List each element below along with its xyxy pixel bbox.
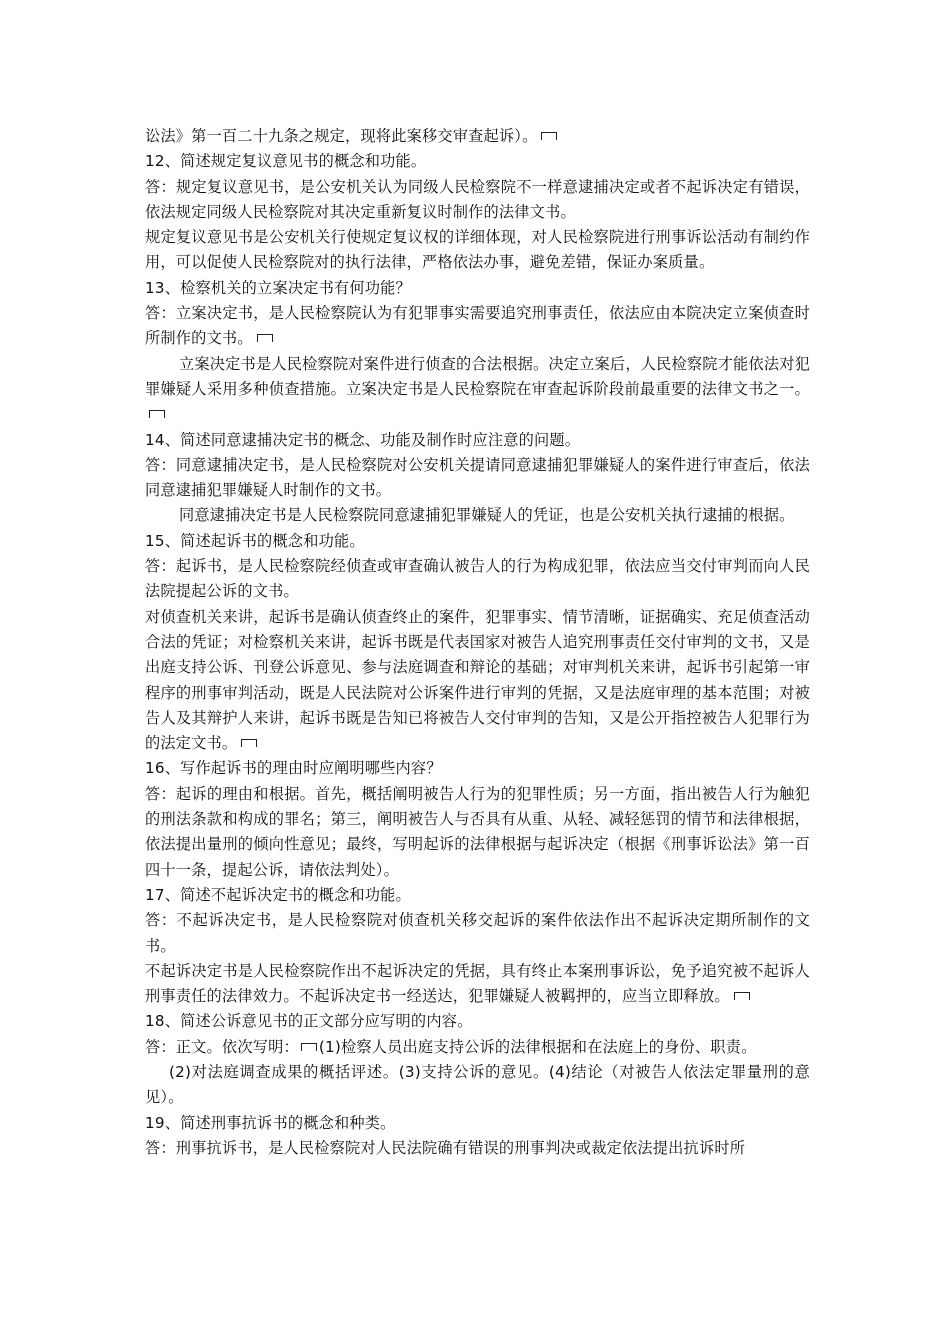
- answer-paragraph: [145, 605, 810, 757]
- answer-text: 答：起诉的理由和根据。首先，概括阐明被告人行为的犯罪性质；另一方面，指出被告人行为触犯的刑法条款和构成的罪名；第三，阐明被告人与否具有从重、从轻、减轻惩罚的情节和法律根据，依法提出量刑的倾向性意见；最终，写明起诉的法律根据与起诉决定（根据《刑事诉讼法》第一百四十一条，提起公诉，请依法判处）。: [145, 784, 810, 879]
- question-text: 19、简述刑事抗诉书的概念和种类。: [145, 1113, 396, 1132]
- answer-paragraph: [145, 175, 810, 226]
- question-text: 13、检察机关的立案决定书有何功能？: [145, 278, 411, 297]
- answer-paragraph: [145, 453, 810, 504]
- paragraph-mark-icon: [734, 992, 750, 1000]
- answer-paragraph: [145, 1035, 810, 1060]
- text-line: 讼法》第一百二十九条之规定，现将此案移交审查起诉）。: [145, 127, 538, 145]
- paragraph-mark-icon: [241, 739, 257, 747]
- answer-paragraph: [145, 301, 810, 352]
- question-heading: [145, 529, 810, 554]
- answer-paragraph: [145, 908, 810, 959]
- answer-text: 同意逮捕决定书是人民检察院同意逮捕犯罪嫌疑人的凭证，也是公安机关执行逮捕的根据。: [179, 506, 795, 525]
- answer-paragraph: [145, 225, 810, 276]
- question-text: 14、简述同意逮捕决定书的概念、功能及制作时应注意的问题。: [145, 430, 581, 449]
- answer-text: 立案决定书是人民检察院对案件进行侦查的合法根据。决定立案后，人民检察院才能依法对犯罪嫌疑人采用多种侦查措施。立案决定书是人民检察院在审查起诉阶段前最重要的法律文书之一。: [145, 354, 810, 398]
- question-heading: [145, 883, 810, 908]
- paragraph-mark-icon: [301, 1043, 317, 1051]
- paragraph-mark-icon: [149, 410, 165, 418]
- answer-text: (1)检察人员出庭支持公诉的法律根据和在法庭上的身份、职责。: [318, 1037, 757, 1056]
- answer-text: 不起诉决定书是人民检察院作出不起诉决定的凭据，具有终止本案刑事诉讼，免予追究被不起诉人刑事责任的法律效力。不起诉决定书一经送达，犯罪嫌疑人被羁押的，应当立即释放。: [145, 961, 810, 1006]
- answer-paragraph: [145, 554, 810, 605]
- answer-paragraph: [145, 1136, 810, 1161]
- question-text: 16、写作起诉书的理由时应阐明哪些内容？: [145, 759, 442, 778]
- answer-text: 答：正文。依次写明：: [145, 1037, 299, 1056]
- answer-text: 答：不起诉决定书，是人民检察院对侦查机关移交起诉的案件依法作出不起诉决定期所制作的文书。: [145, 911, 810, 955]
- answer-paragraph: [145, 352, 810, 428]
- question-heading: [145, 1009, 810, 1034]
- answer-paragraph: [145, 503, 810, 528]
- paragraph: [145, 124, 810, 149]
- question-text: 17、简述不起诉决定书的概念和功能。: [145, 885, 411, 904]
- answer-paragraph: [145, 782, 810, 883]
- question-heading: [145, 276, 810, 301]
- question-text: 18、简述公诉意见书的正文部分应写明的内容。: [145, 1012, 473, 1031]
- answer-text: 对侦查机关来讲，起诉书是确认侦查终止的案件，犯罪事实、情节清晰，证据确实、充足侦查活动合法的凭证；对检察机关来讲，起诉书既是代表国家对被告人追究刑事责任交付审判的文书，又是出庭支持公诉、刊登公诉意见、参与法庭调查和辩论的基础；对审判机关来讲，起诉书引起第一审程序的刑事审判活动，既是人民法院对公诉案件进行审判的凭据，又是法庭审理的基本范围；对被告人及其辩护人来讲，起诉书既是告知已将被告人交付审判的告知，又是公开指控被告人犯罪行为的法定文书。: [145, 607, 810, 753]
- answer-text: 规定复议意见书是公安机关行使规定复议权的详细体现，对人民检察院进行刑事诉讼活动有制约作用，可以促使人民检察院对的执行法律，严格依法办事，避免差错，保证办案质量。: [145, 228, 810, 272]
- paragraph-mark-icon: [257, 334, 273, 342]
- answer-text: 答：刑事抗诉书，是人民检察院对人民法院确有错误的刑事判决或裁定依法提出抗诉时所: [145, 1138, 746, 1157]
- question-text: 12、简述规定复议意见书的概念和功能。: [145, 152, 427, 171]
- question-text: 15、简述起诉书的概念和功能。: [145, 531, 365, 550]
- answer-text: 答：立案决定书，是人民检察院认为有犯罪事实需要追究刑事责任，依法应由本院决定立案侦查时所制作的文书。: [145, 304, 810, 348]
- question-heading: [145, 149, 810, 174]
- question-heading: [145, 1111, 810, 1136]
- answer-text: 答：同意逮捕决定书，是人民检察院对公安机关提请同意逮捕犯罪嫌疑人的案件进行审查后，依法同意逮捕犯罪嫌疑人时制作的文书。: [145, 455, 810, 500]
- paragraph-mark-icon: [541, 132, 557, 140]
- document-body: [145, 124, 810, 1161]
- answer-text: 答：起诉书，是人民检察院经侦查或审查确认被告人的行为构成犯罪，依法应当交付审判而向人民法院提起公诉的文书。: [145, 557, 810, 601]
- answer-text: (2)对法庭调查成果的概括评述。(3)支持公诉的意见。(4)结论（对被告人依法定罪量刑的意见）。: [145, 1062, 810, 1107]
- answer-text: 答：规定复议意见书，是公安机关认为同级人民检察院不一样意逮捕决定或者不起诉决定有错误，依法规定同级人民检察院对其决定重新复议时制作的法律文书。: [145, 177, 810, 221]
- answer-paragraph: [145, 1060, 810, 1111]
- question-heading: [145, 428, 810, 453]
- question-heading: [145, 756, 810, 781]
- answer-paragraph: [145, 959, 810, 1010]
